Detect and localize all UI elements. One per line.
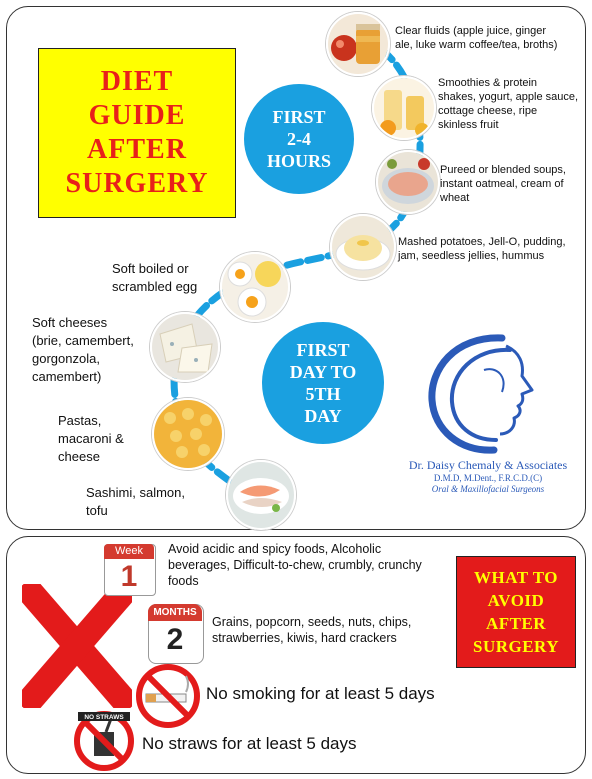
mashed-text bbox=[398, 235, 566, 263]
soups-line-1: Pureed or blended soups, bbox=[440, 164, 566, 176]
avoid-title-line-2: AVOID bbox=[487, 591, 545, 610]
avoid-title-line-1: WHAT TO bbox=[474, 568, 558, 587]
eggs-line-1: Soft boiled or bbox=[112, 261, 189, 276]
cheeses-line-2: (brie, camembert, bbox=[32, 333, 134, 348]
title-line-2: GUIDE bbox=[88, 100, 186, 131]
phase-first-days bbox=[262, 322, 384, 444]
cheeses-text bbox=[32, 314, 134, 386]
months-number: 2 bbox=[166, 623, 184, 656]
pastas-line-1: Pastas, bbox=[58, 413, 102, 428]
sashimi-text bbox=[86, 484, 185, 520]
diet-guide-title bbox=[38, 48, 236, 218]
phase2-line-3: 5TH bbox=[305, 384, 341, 404]
months-label: MONTHS bbox=[148, 604, 202, 621]
red-x-icon bbox=[22, 584, 132, 708]
soups-text bbox=[440, 163, 566, 205]
cheeses-line-3: gorgonzola, bbox=[32, 351, 100, 366]
mashed-potatoes-icon bbox=[330, 214, 396, 280]
pastas-line-2: macaroni & bbox=[58, 431, 124, 446]
eggs-text bbox=[112, 260, 197, 296]
week-label: Week bbox=[104, 544, 154, 559]
avoid-title-line-3: AFTER bbox=[485, 614, 547, 633]
phase2-line-1: FIRST bbox=[296, 340, 350, 360]
title-line-4: SURGERY bbox=[65, 168, 209, 199]
no-straws-sign-label: NO STRAWS bbox=[84, 714, 124, 721]
avoid-week-text bbox=[168, 541, 422, 589]
phase2-line-2: DAY TO bbox=[289, 362, 357, 382]
week-number: 1 bbox=[120, 560, 138, 593]
mashed-line-1: Mashed potatoes, Jell-O, pudding, bbox=[398, 236, 566, 248]
cheese-icon bbox=[150, 312, 220, 382]
smoothies-line-2: shakes, yogurt, apple sauce, bbox=[438, 91, 579, 103]
avoid-months-line-2: strawberries, kiwis, hard crackers bbox=[212, 631, 397, 645]
smoothies-line-1: Smoothies & protein bbox=[438, 77, 538, 89]
week-calendar-icon bbox=[104, 538, 154, 594]
pastas-text bbox=[58, 412, 124, 466]
eggs-line-2: scrambled egg bbox=[112, 279, 198, 294]
logo-degrees: D.M.D, M.Dent., F.R.C.D.(C) bbox=[433, 473, 543, 483]
sashimi-line-1: Sashimi, salmon, bbox=[86, 485, 185, 500]
no-straws-icon bbox=[72, 708, 136, 772]
macaroni-icon bbox=[152, 398, 224, 470]
cheeses-line-1: Soft cheeses bbox=[32, 315, 108, 330]
avoid-week-line-3: foods bbox=[168, 574, 199, 588]
pastas-line-3: cheese bbox=[58, 449, 100, 464]
phase-first-hours bbox=[244, 84, 354, 194]
soups-line-2: instant oatmeal, cream of bbox=[440, 178, 564, 190]
no-smoking-text: No smoking for at least 5 days bbox=[206, 684, 435, 703]
clear-fluids-line-1: Clear fluids (apple juice, ginger bbox=[395, 25, 547, 37]
smoothies-line-4: skinless fruit bbox=[438, 119, 499, 131]
months-calendar-icon bbox=[148, 604, 202, 662]
sashimi-icon bbox=[226, 460, 296, 530]
phase1-line-2: 2-4 bbox=[287, 129, 311, 149]
avoid-months-text bbox=[212, 614, 411, 646]
sashimi-line-2: tofu bbox=[86, 503, 108, 518]
eggs-icon bbox=[220, 252, 290, 322]
smoothies-line-3: cottage cheese, ripe bbox=[438, 105, 538, 117]
cheeses-line-4: camembert) bbox=[32, 369, 102, 384]
clear-fluids-text bbox=[395, 24, 557, 52]
soups-line-3: wheat bbox=[440, 192, 470, 204]
phase2-line-4: DAY bbox=[304, 406, 342, 426]
no-straws-text: No straws for at least 5 days bbox=[142, 734, 357, 753]
phase1-line-1: FIRST bbox=[272, 107, 326, 127]
avoid-week-line-2: beverages, Difficult-to-chew, crumbly, crunchy bbox=[168, 558, 422, 572]
what-to-avoid-title bbox=[456, 556, 576, 668]
avoid-months-line-1: Grains, popcorn, seeds, nuts, chips, bbox=[212, 615, 412, 629]
no-smoking-icon bbox=[134, 662, 202, 730]
title-line-3: AFTER bbox=[87, 134, 187, 165]
smoothies-text bbox=[438, 76, 578, 132]
soup-bowl-icon bbox=[376, 150, 440, 214]
juice-jar-icon bbox=[326, 12, 390, 76]
clear-fluids-line-2: ale, luke warm coffee/tea, broths) bbox=[395, 39, 558, 51]
face-profile-logo bbox=[424, 330, 554, 456]
smoothie-icon bbox=[372, 76, 436, 140]
mashed-line-2: jam, seedless jellies, hummus bbox=[398, 250, 545, 262]
logo-specialty: Oral & Maxillofacial Surgeons bbox=[431, 484, 545, 494]
phase1-line-3: HOURS bbox=[266, 151, 331, 171]
title-line-1: DIET bbox=[100, 66, 174, 97]
avoid-title-line-4: SURGERY bbox=[472, 637, 560, 656]
avoid-week-line-1: Avoid acidic and spicy foods, Alcoholic bbox=[168, 542, 382, 556]
logo-name: Dr. Daisy Chemaly & Associates bbox=[408, 458, 568, 472]
